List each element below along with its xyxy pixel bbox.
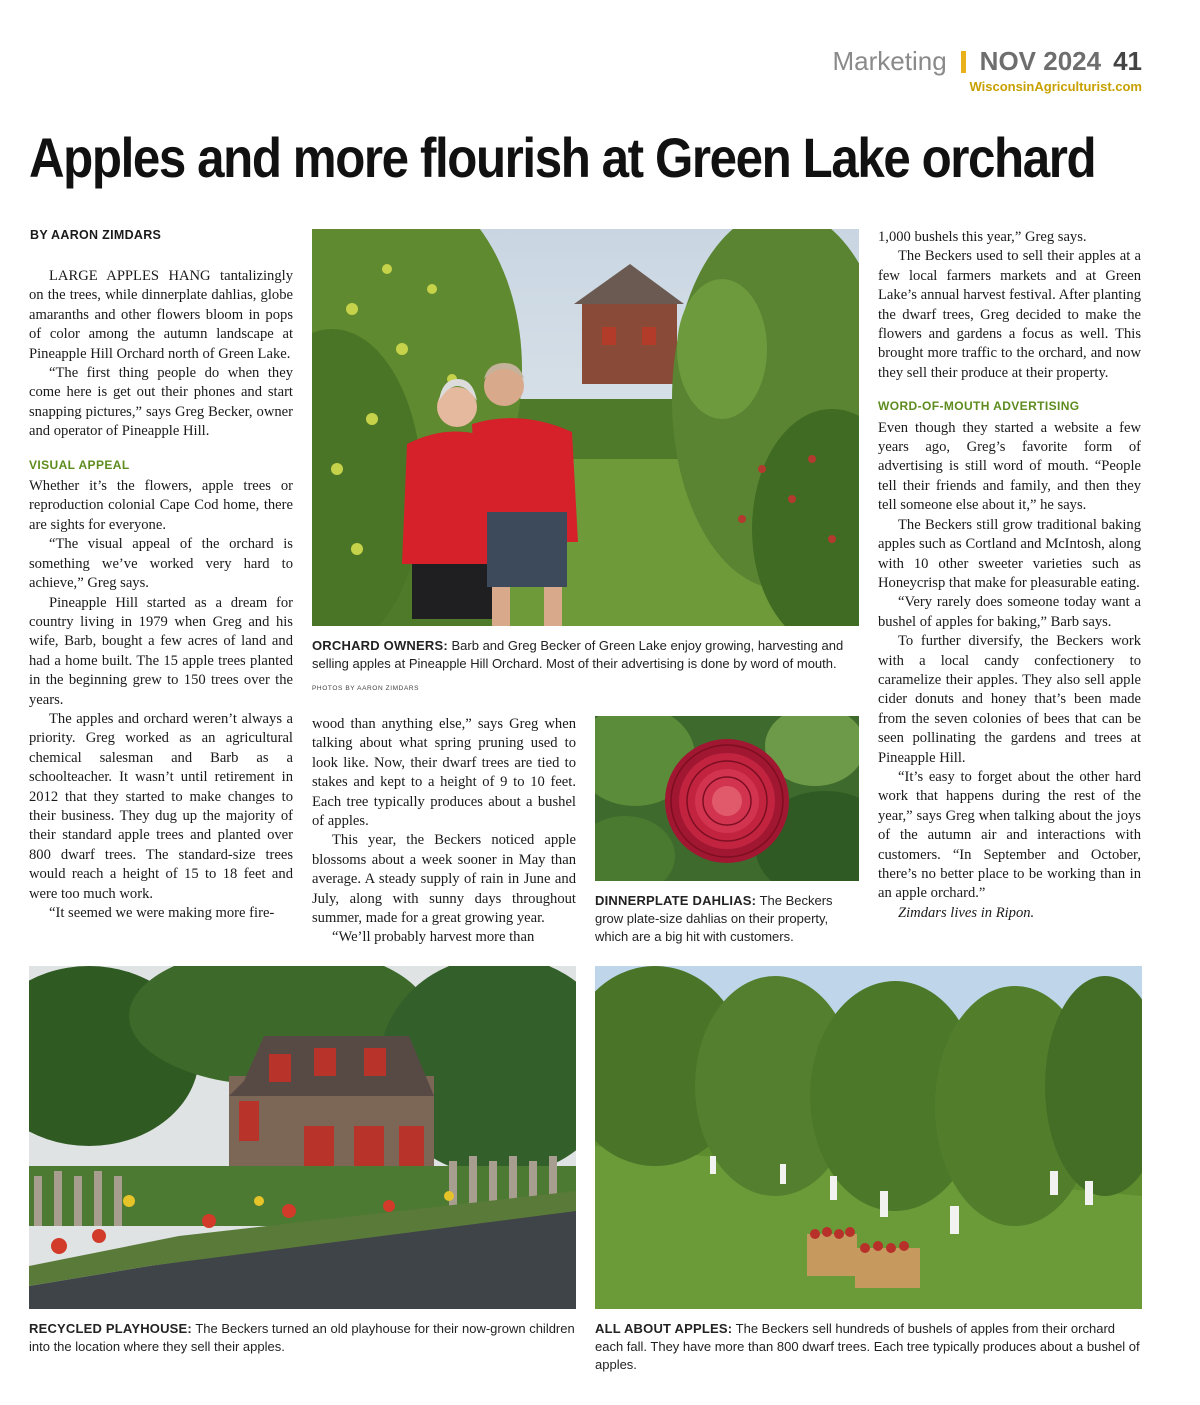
caption-label: DINNERPLATE DAHLIAS: [595,893,757,908]
photo-recycled-playhouse [29,966,576,1309]
caption-orchard-owners [312,637,859,673]
paragraph: This year, the Beckers noticed apple blossoms about a week sooner in May than average. A steady supply of rain in June and July, along with sunny days throughout summer, made for a great growing year. [312,832,576,927]
page-header [833,44,1142,94]
paragraph: wood than anything else,” says Greg when talking about what spring pruning used to look like. Now, their dwarf trees are tied to stakes and kept to a height of 9 to 10 feet. Each tree typically produces about a bushel of apples. [312,716,576,830]
header-divider [961,51,966,73]
caption-playhouse [29,1320,576,1356]
caption-text: The Beckers sell hundreds of bushels of apples from their orchard each fall. They have more than 800 dwarf trees. Each tree typically produces about a bushel of apples. [595,1321,1140,1372]
byline: BY AARON ZIMDARS [30,228,162,242]
caption-text: The Beckers turned an old playhouse for their now-grown children into the location where they sell their apples. [29,1321,575,1354]
caption-label: ORCHARD OWNERS: [312,638,448,653]
subhead-word-of-mouth: WORD-OF-MOUTH ADVERTISING [878,399,1080,414]
paragraph: “It seemed we were making more fire- [49,905,275,921]
issue-date: NOV 2024 [979,46,1102,76]
page-number: 41 [1113,46,1142,76]
paragraph: “We’ll probably harvest more than [332,929,535,946]
paragraph: “The visual appeal of the orchard is something we’ve worked very hard to achieve,” Greg says. [29,536,293,592]
caption-label: ALL ABOUT APPLES: [595,1321,733,1336]
paragraph: “Very rarely does someone today want a bushel of apples for baking,” Barb says. [878,594,1141,630]
article-column-2 [312,715,576,948]
photo-dinnerplate-dahlia [595,716,859,881]
paragraph: Whether it’s the flowers, apple trees or reproduction colonial Cape Cod home, there are sights for everyone. [29,478,293,533]
section-name: Marketing [832,46,947,76]
author-signoff: Zimdars lives in Ripon. [898,904,1035,921]
caption-text: Barb and Greg Becker of Green Lake enjoy growing, harvesting and selling apples at Pineapple Hill Orchard. Most of their advertising is done by word of mouth. [312,638,844,671]
caption-apples [595,1320,1142,1374]
paragraph: “It’s easy to forget about the other hard work that happens during the rest of the year,” says Greg when talking about the joys of the autumn air and interactions with customers. “In September and October, there’s no better place to be working than in an apple orchard.” [878,768,1141,902]
caption-dahlia [595,892,859,946]
paragraph: LARGE APPLES HANG tantalizingly on the trees, while dinnerplate dahlias, globe amaranths and other flowers bloom in pops of color among the autumn landscape at Pineapple Hill Orchard north of Green Lake. [29,268,293,362]
article-headline: Apples and more flourish at Green Lake orchard [29,126,1096,189]
paragraph: Even though they started a website a few years ago, Greg’s favorite form of advertising is still word of mouth. “People tell their friends and family, and then they tell someone else about it,” he says. [878,419,1141,514]
photo-orchard-owners [312,229,859,626]
photo-apple-rows [595,966,1142,1309]
article-column-3 [878,228,1141,923]
paragraph: 1,000 bushels this year,” Greg says. [878,229,1087,245]
photo-credit: PHOTOS BY AARON ZIMDARS [312,685,420,692]
caption-label: RECYCLED PLAYHOUSE: [29,1321,192,1336]
website-url[interactable]: WisconsinAgriculturist.com [969,79,1142,94]
article-column-1 [29,267,293,923]
caption-text: The Beckers grow plate-size dahlias on their property, which are a big hit with customers. [595,893,833,944]
paragraph: The Beckers used to sell their apples at a few local farmers markets and at Green Lake’s annual harvest festival. After planting the dwarf trees, Greg decided to make the flowers and gardens a focus as well. This brought more traffic to the orchard, and now they sell their produce at their property. [878,248,1141,381]
paragraph: “The first thing people do when they come here is get out their phones and start snapping pictures,” says Greg Becker, owner and operator of Pineapple Hill. [29,365,293,440]
paragraph: Pineapple Hill started as a dream for country living in 1979 when Greg and his wife, Barb, bought a few acres of land and had a home built. The 15 apple trees planted in the beginning grew to 150 trees over the years. [29,594,293,708]
subhead-visual-appeal: VISUAL APPEAL [29,457,130,472]
paragraph: To further diversify, the Beckers work with a local candy confectionery to caramelize their apples. They also sell apple cider donuts and honey that’s been made from the seven colonies of bees that can be seen pollinating the gardens and trees at Pineapple Hill. [878,633,1141,766]
paragraph: The Beckers still grow traditional baking apples such as Cortland and McIntosh, along with 10 other sweeter varieties such as Honeycrisp that make for pleasurable eating. [878,516,1141,591]
paragraph: The apples and orchard weren’t always a priority. Greg worked as an agricultural chemical salesman and Barb as a schoolteacher. It wasn’t until retirement in 2012 that they started to make changes to their business. They dug up the majority of their standard apple trees and planted over 800 dwarf trees. The standard-size trees would reach a height of 15 to 18 feet and were too much work. [29,710,293,902]
